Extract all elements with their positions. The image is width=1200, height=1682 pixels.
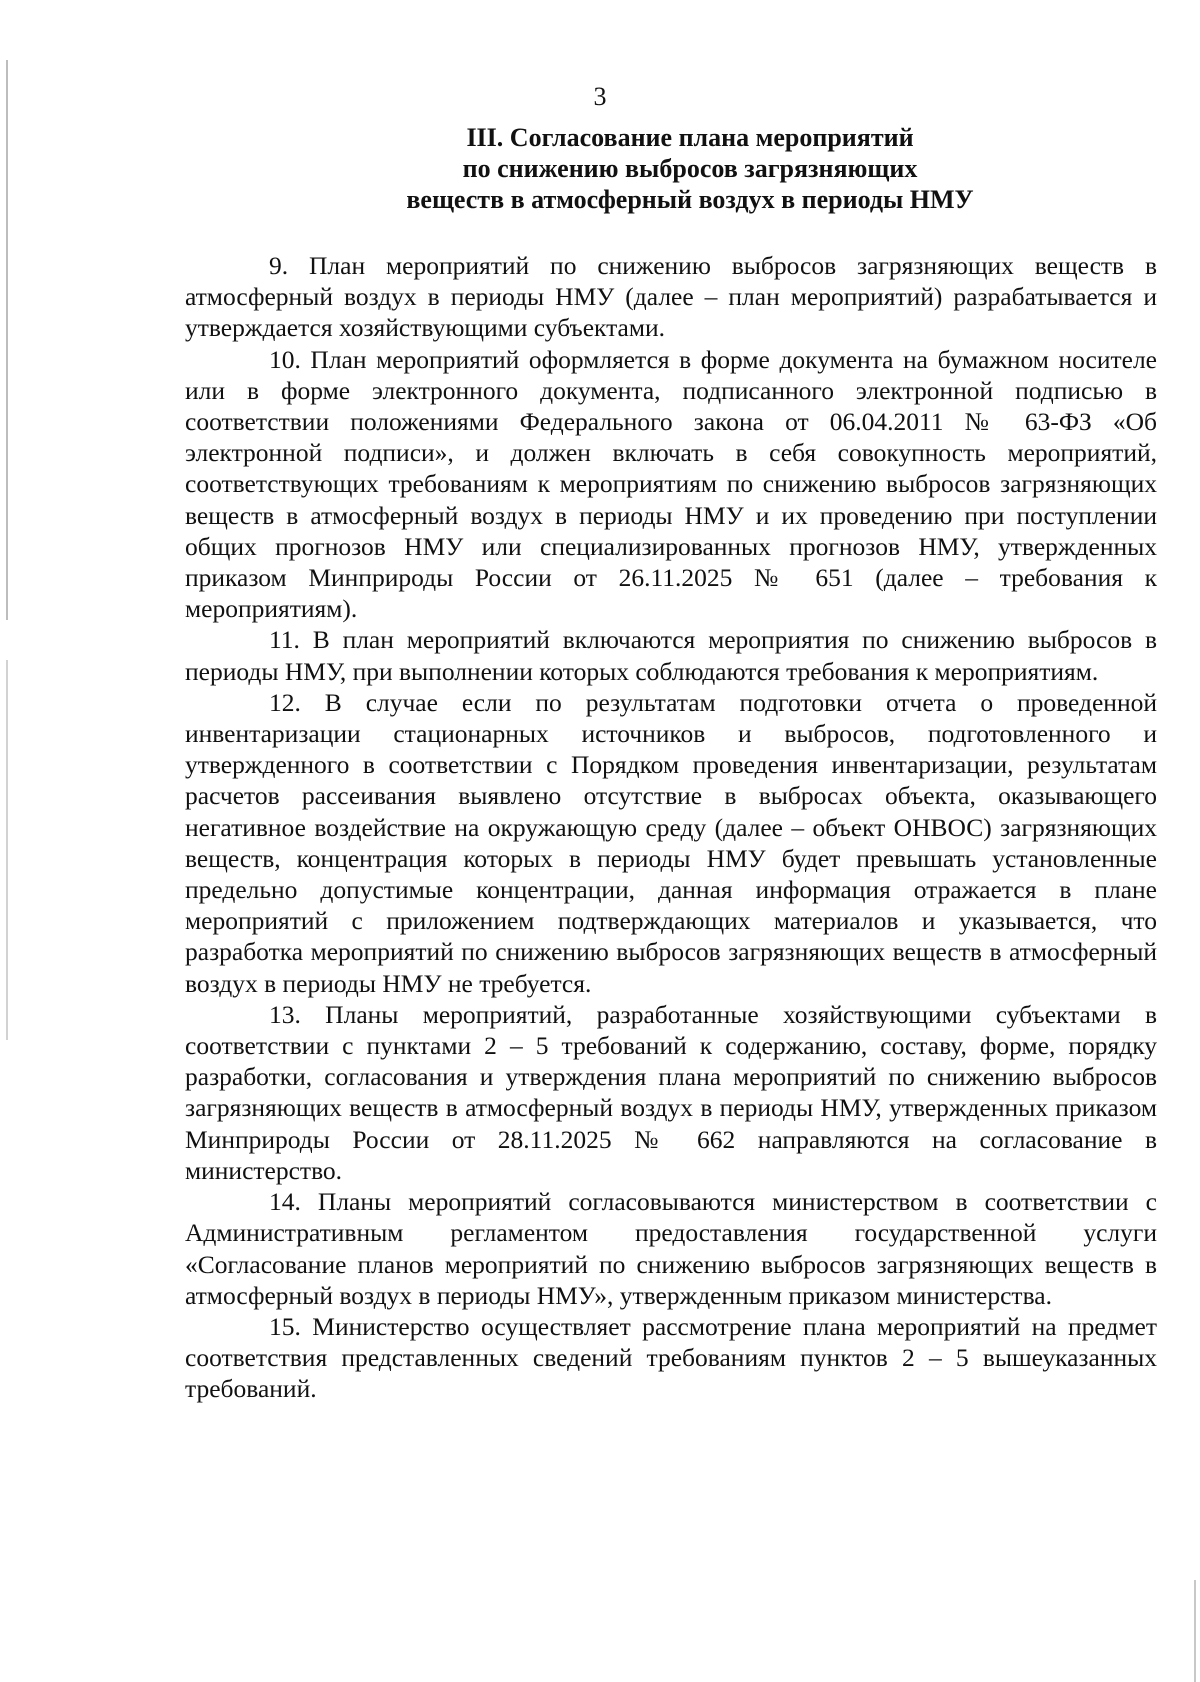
paragraph-15: 15. Министерство осуществляет рассмотрение плана мероприятий на предмет соответствия представленных сведений требованиям пунктов 2 – 5 вышеуказанных требований. [185, 1311, 1157, 1404]
paragraph-12: 12. В случае если по результатам подготовки отчета о проведенной инвентаризации стационарных источников и выбросов, подготовленного и утвержденного в соответствии с Порядком проведения инвентаризации, результатам расчетов рассеивания выявлено отсутствие в выбросах объекта, оказывающего негативное воздействие на окружающую среду (далее – объект ОНВОС) загрязняющих веществ, концентрация которых в периоды НМУ будет превышать установленные предельно допустимые концентрации, данная информация отражается в плане мероприятий с приложением подтверждающих материалов и указывается, что разработка мероприятий по снижению выбросов загрязняющих веществ в атмосферный воздух в периоды НМУ не требуется. [185, 687, 1157, 998]
paragraph-13: 13. Планы мероприятий, разработанные хозяйствующими субъектами в соответствии с пунктами 2 – 5 требований к содержанию, составу, форме, порядку разработки, согласования и утверждения плана мероприятий по снижению выбросов загрязняющих веществ в атмосферный воздух в периоды НМУ, утвержденных приказом Минприроды России от 28.11.2025 № 662 направляются на согласование в министерство. [185, 999, 1157, 1185]
section-heading-line: III. Согласование плана мероприятий [466, 123, 914, 152]
section-heading [290, 122, 1090, 215]
scan-edge-mark [6, 60, 8, 620]
scan-edge-mark [6, 660, 8, 1040]
page-number: 3 [593, 82, 607, 111]
paragraph-9: 9. План мероприятий по снижению выбросов загрязняющих веществ в атмосферный воздух в периоды НМУ (далее – план мероприятий) разрабатывается и утверждается хозяйствующими субъектами. [185, 251, 1157, 343]
section-heading-line: по снижению выбросов загрязняющих [462, 154, 918, 183]
document-body [185, 250, 1157, 1405]
section-heading-line: веществ в атмосферный воздух в периоды НМУ [406, 185, 974, 214]
paragraph-14: 14. Планы мероприятий согласовываются министерством в соответствии с Административным регламентом предоставления государственной услуги «Согласование планов мероприятий по снижению выбросов загрязняющих веществ в атмосферный воздух в периоды НМУ», утвержденным приказом министерства. [185, 1187, 1157, 1310]
paragraph-11: 11. В план мероприятий включаются мероприятия по снижению выбросов в периоды НМУ, при выполнении которых соблюдаются требования к мероприятиям. [185, 625, 1157, 686]
paragraph-10: 10. План мероприятий оформляется в форме документа на бумажном носителе или в форме электронного документа, подписанного электронной подписью в соответствии положениями Федерального закона от 06.04.2011 № 63-ФЗ «Об электронной подписи», и должен включать в себя совокупность мероприятий, соответствующих требованиям к мероприятиям по снижению выбросов загрязняющих веществ в атмосферный воздух в периоды НМУ и их проведению при поступлении общих прогнозов НМУ или специализированных прогнозов НМУ, утвержденных приказом Минприроды России от 26.11.2025 № 651 (далее – требования к мероприятиям). [185, 344, 1157, 624]
scan-edge-mark [1194, 1580, 1196, 1682]
